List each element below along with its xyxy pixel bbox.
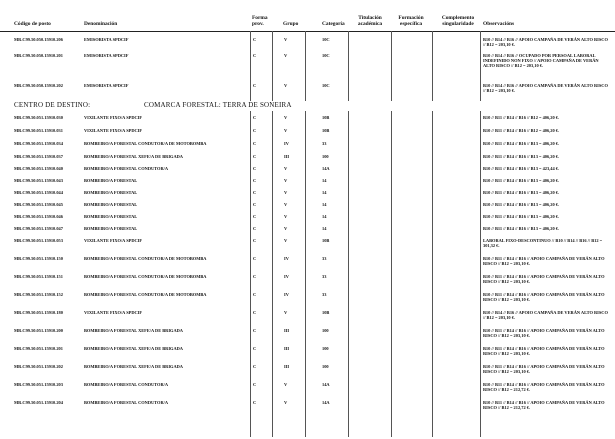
post-grupo: IV bbox=[284, 274, 289, 279]
post-observations: B10 // B11 // B14 // B16 // APOIO CAMPAÑA DE VERÁN ALTO RISCO // B12 = 212,72 €. bbox=[483, 382, 605, 392]
post-forma: C bbox=[253, 83, 257, 88]
post-forma: C bbox=[253, 400, 257, 405]
post-grupo: V bbox=[284, 37, 288, 42]
post-categoria: 14 bbox=[322, 190, 327, 195]
post-observations: B10 // B11 // B14 // B16 // APOIO CAMPAÑA DE VERÁN ALTO RISCO // B12 = 212,72 €. bbox=[483, 400, 605, 410]
header-denominacion: Denominación bbox=[84, 21, 118, 28]
header-grupo: Grupo bbox=[283, 21, 299, 28]
post-forma: C bbox=[253, 238, 257, 243]
post-grupo: V bbox=[284, 128, 288, 133]
post-grupo: V bbox=[284, 382, 288, 387]
header-observaciones: Observacións bbox=[483, 21, 515, 28]
post-categoria: 10C bbox=[322, 37, 330, 42]
column-divider bbox=[250, 111, 251, 437]
post-grupo: V bbox=[284, 226, 288, 231]
post-observations: B10 // B11 // B14 // B16 // APOIO CAMPAÑA DE VERÁN ALTO RISCO // B12 = 203,10 €. bbox=[483, 346, 605, 356]
post-code: MR.C99.50.050.15910.201 bbox=[14, 53, 63, 58]
column-divider bbox=[432, 31, 433, 101]
post-grupo: IV bbox=[284, 292, 289, 297]
post-code: MR.C99.50.051.15910.053 bbox=[14, 238, 63, 243]
post-denomination: BOMBEIRO/A FORESTAL CONDUTOR/A DE MOTOBOMBA bbox=[84, 141, 207, 146]
post-categoria: 14A bbox=[322, 166, 330, 171]
post-categoria: 33 bbox=[322, 141, 327, 146]
post-categoria: 100 bbox=[322, 328, 329, 333]
post-grupo: V bbox=[284, 202, 288, 207]
post-categoria: 33 bbox=[322, 256, 327, 261]
post-code: MR.C99.50.051.15910.037 bbox=[14, 154, 63, 159]
post-grupo: V bbox=[284, 214, 288, 219]
post-forma: C bbox=[253, 154, 257, 159]
post-observations: B10 // B11 // B14 // B16 // APOIO CAMPAÑA DE VERÁN ALTO RISCO // B12 = 203,10 €. bbox=[483, 328, 605, 338]
post-forma: C bbox=[253, 190, 257, 195]
column-divider bbox=[391, 111, 392, 437]
post-forma: C bbox=[253, 166, 257, 171]
header-complemento: Complemento singularidade bbox=[441, 15, 475, 28]
post-code: MR.C99.50.051.15910.180 bbox=[14, 310, 63, 315]
post-grupo: V bbox=[284, 238, 288, 243]
post-forma: C bbox=[253, 382, 257, 387]
post-forma: C bbox=[253, 178, 257, 183]
post-observations: LABORAL FIXO-DESCONTINUO // B10 // B14 // B16 // B12 = 301,32 €. bbox=[483, 238, 603, 248]
post-categoria: 14 bbox=[322, 214, 327, 219]
post-denomination: BOMBEIRO/A FORESTAL CONDUTOR/A bbox=[84, 400, 169, 405]
column-divider bbox=[432, 111, 433, 437]
post-code: MR.C99.50.051.15910.201 bbox=[14, 346, 63, 351]
header-categoria: Categoría bbox=[322, 21, 345, 28]
post-denomination: BOMBEIRO/A FORESTAL XEFE/A DE BRIGADA bbox=[84, 154, 183, 159]
post-observations: B10 // B11 // B14 // B16 // B12 = 406,20 €. bbox=[483, 128, 560, 133]
post-code: MR.C99.50.051.15910.202 bbox=[14, 364, 63, 369]
post-grupo: III bbox=[284, 154, 290, 159]
post-code: MR.C99.50.051.15910.150 bbox=[14, 256, 63, 261]
post-categoria: 100 bbox=[322, 154, 329, 159]
post-code: MR.C99.50.050.15910.206 bbox=[14, 37, 63, 42]
post-code: MR.C99.50.051.15910.203 bbox=[14, 382, 63, 387]
post-categoria: 10B bbox=[322, 238, 330, 243]
post-denomination: BOMBEIRO/A FORESTAL CONDUTOR/A bbox=[84, 166, 169, 171]
post-grupo: V bbox=[284, 115, 288, 120]
post-grupo: V bbox=[284, 83, 288, 88]
post-code: MR.C99.50.051.15910.034 bbox=[14, 141, 63, 146]
header-titulacion: Titulación académica bbox=[357, 15, 383, 28]
post-denomination: BOMBEIRO/A FORESTAL bbox=[84, 214, 138, 219]
post-denomination: BOMBEIRO/A FORESTAL CONDUTOR/A DE MOTOBOMBA bbox=[84, 292, 207, 297]
post-forma: C bbox=[253, 346, 257, 351]
post-forma: C bbox=[253, 292, 257, 297]
post-forma: C bbox=[253, 214, 257, 219]
post-denomination: BOMBEIRO/A FORESTAL XEFE/A DE BRIGADA bbox=[84, 328, 183, 333]
post-code: MR.C99.50.051.15910.045 bbox=[14, 202, 63, 207]
post-grupo: V bbox=[284, 190, 288, 195]
post-observations: B10 // B11 // B14 // B16 // B13 = 423,44 €. bbox=[483, 166, 560, 171]
post-denomination: BOMBEIRO/A FORESTAL bbox=[84, 190, 138, 195]
post-observations: B10 // B11 // B14 // B16 // APOIO CAMPAÑA DE VERÁN ALTO RISCO // B12 = 203,10 €. bbox=[483, 364, 605, 374]
post-observations: B10 // B11 // B14 // B16 // B12 = 406,20 €. bbox=[483, 115, 560, 120]
post-grupo: IV bbox=[284, 141, 289, 146]
column-divider bbox=[391, 31, 392, 101]
section-label: CENTRO DE DESTINO: bbox=[14, 101, 91, 109]
post-observations: B10 // B11 // B14 // B16 // B13 = 406,20 €. bbox=[483, 226, 560, 231]
post-observations: B10 // B14 // B16 // APOIO CAMPAÑA DE VERÁN ALTO RISCO // B12 = 203,10 €. bbox=[483, 37, 608, 47]
post-denomination: BOMBEIRO/A FORESTAL bbox=[84, 178, 138, 183]
post-code: MR.C99.50.051.15910.043 bbox=[14, 178, 63, 183]
post-grupo: V bbox=[284, 53, 288, 58]
post-code: MR.C99.50.051.15910.204 bbox=[14, 400, 63, 405]
post-grupo: V bbox=[284, 400, 288, 405]
post-forma: C bbox=[253, 226, 257, 231]
post-code: MR.C99.50.050.15910.202 bbox=[14, 83, 63, 88]
post-denomination: EMISORISTA SPDCIF bbox=[84, 37, 129, 42]
post-observations: B10 // B11 // B14 // B16 // B13 = 406,20 €. bbox=[483, 190, 560, 195]
post-denomination: BOMBEIRO/A FORESTAL XEFE/A DE BRIGADA bbox=[84, 346, 183, 351]
post-observations: B10 // B14 // B16 // OCUPADO POR PERSOAL LABORAL INDEFINIDO NON FIXO // APOIO CAMPAÑA DE VERÁN ALTO RISCO // B12 = 203,10 €. bbox=[483, 53, 599, 68]
header-codigo: Código de posto bbox=[14, 21, 51, 28]
section-value: COMARCA FORESTAL: TERRA DE SONEIRA bbox=[144, 101, 292, 109]
header-formacion: Formación específica bbox=[398, 15, 424, 28]
post-forma: C bbox=[253, 202, 257, 207]
post-code: MR.C99.50.051.15910.044 bbox=[14, 190, 63, 195]
post-categoria: 10B bbox=[322, 115, 330, 120]
post-observations: B10 // B11 // B14 // B16 // B13 = 406,20 €. bbox=[483, 202, 560, 207]
post-denomination: VIXILANTE FIXO/A SPDCIF bbox=[84, 115, 143, 120]
post-observations: B10 // B11 // B14 // B16 // B13 = 406,20 €. bbox=[483, 214, 560, 219]
post-categoria: 33 bbox=[322, 274, 327, 279]
column-divider bbox=[480, 111, 481, 437]
post-categoria: 14 bbox=[322, 226, 327, 231]
post-forma: C bbox=[253, 37, 257, 42]
post-code: MR.C99.50.051.15910.200 bbox=[14, 328, 63, 333]
post-denomination: BOMBEIRO/A FORESTAL CONDUTOR/A DE MOTOBOMBA bbox=[84, 256, 207, 261]
post-observations: B10 // B11 // B14 // B16 // B13 = 406,20 €. bbox=[483, 154, 560, 159]
post-code: MR.C99.50.051.15910.046 bbox=[14, 214, 63, 219]
post-denomination: BOMBEIRO/A FORESTAL bbox=[84, 202, 138, 207]
post-forma: C bbox=[253, 310, 257, 315]
post-grupo: III bbox=[284, 364, 290, 369]
destination-center-heading bbox=[0, 101, 615, 110]
post-categoria: 14A bbox=[322, 400, 330, 405]
table-header bbox=[0, 7, 615, 32]
post-categoria: 10C bbox=[322, 53, 330, 58]
post-grupo: V bbox=[284, 310, 288, 315]
post-code: MR.C99.50.051.15910.031 bbox=[14, 128, 63, 133]
post-denomination: BOMBEIRO/A FORESTAL CONDUTOR/A bbox=[84, 382, 169, 387]
post-categoria: 14 bbox=[322, 202, 327, 207]
post-forma: C bbox=[253, 274, 257, 279]
post-observations: B10 // B14 // B16 // APOIO CAMPAÑA DE VERÁN ALTO RISCO // B12 = 203,10 €. bbox=[483, 83, 608, 93]
post-grupo: IV bbox=[284, 256, 289, 261]
post-code: MR.C99.50.051.15910.047 bbox=[14, 226, 63, 231]
post-denomination: VIXILANTE FIXO/A SPDCIF bbox=[84, 310, 143, 315]
post-code: MR.C99.50.051.15910.152 bbox=[14, 292, 63, 297]
post-forma: C bbox=[253, 141, 257, 146]
column-divider bbox=[305, 111, 306, 437]
header-forma: Forma prov. bbox=[252, 15, 268, 28]
post-code: MR.C99.50.051.15910.151 bbox=[14, 274, 63, 279]
post-observations: B10 // B11 // B14 // B16 // APOIO CAMPAÑA DE VERÁN ALTO RISCO // B12 = 203,10 €. bbox=[483, 256, 605, 266]
column-divider bbox=[272, 111, 273, 437]
post-forma: C bbox=[253, 115, 257, 120]
post-observations: B10 // B14 // B16 // APOIO CAMPAÑA DE VERÁN ALTO RISCO // B12 = 203,10 €. bbox=[483, 310, 608, 320]
post-forma: C bbox=[253, 328, 257, 333]
post-forma: C bbox=[253, 128, 257, 133]
post-observations: B10 // B11 // B14 // B16 // B13 = 406,20 €. bbox=[483, 178, 560, 183]
post-categoria: 100 bbox=[322, 346, 329, 351]
post-denomination: VIXILANTE FIXO/A SPDCIF bbox=[84, 128, 143, 133]
column-divider bbox=[272, 31, 273, 101]
post-categoria: 100 bbox=[322, 364, 329, 369]
post-denomination: EMISORISTA SPDCIF bbox=[84, 53, 129, 58]
post-denomination: BOMBEIRO/A FORESTAL CONDUTOR/A DE MOTOBOMBA bbox=[84, 274, 207, 279]
post-code: MR.C99.50.051.15910.030 bbox=[14, 115, 63, 120]
post-grupo: V bbox=[284, 178, 288, 183]
post-observations: B10 // B11 // B14 // B16 // B13 = 406,20 €. bbox=[483, 141, 560, 146]
column-divider bbox=[305, 31, 306, 101]
column-divider bbox=[348, 111, 349, 437]
post-denomination: BOMBEIRO/A FORESTAL XEFE/A DE BRIGADA bbox=[84, 364, 183, 369]
post-forma: C bbox=[253, 53, 257, 58]
column-divider bbox=[348, 31, 349, 101]
column-divider bbox=[250, 31, 251, 101]
post-denomination: BOMBEIRO/A FORESTAL bbox=[84, 226, 138, 231]
post-forma: C bbox=[253, 256, 257, 261]
post-grupo: V bbox=[284, 166, 288, 171]
post-categoria: 10B bbox=[322, 128, 330, 133]
post-categoria: 33 bbox=[322, 292, 327, 297]
post-denomination: VIXILANTE FIXO/A SPDCIF bbox=[84, 238, 143, 243]
post-grupo: III bbox=[284, 346, 290, 351]
column-divider bbox=[480, 31, 481, 101]
post-observations: B10 // B11 // B14 // B16 // APOIO CAMPAÑA DE VERÁN ALTO RISCO // B12 = 203,10 €. bbox=[483, 292, 605, 302]
post-observations: B10 // B11 // B14 // B16 // APOIO CAMPAÑA DE VERÁN ALTO RISCO // B12 = 203,10 €. bbox=[483, 274, 605, 284]
post-categoria: 10C bbox=[322, 83, 330, 88]
post-categoria: 10B bbox=[322, 310, 330, 315]
post-categoria: 14 bbox=[322, 178, 327, 183]
post-forma: C bbox=[253, 364, 257, 369]
post-code: MR.C99.50.051.15910.040 bbox=[14, 166, 63, 171]
post-denomination: EMISORISTA SPDCIF bbox=[84, 83, 129, 88]
post-grupo: III bbox=[284, 328, 290, 333]
post-categoria: 14A bbox=[322, 382, 330, 387]
